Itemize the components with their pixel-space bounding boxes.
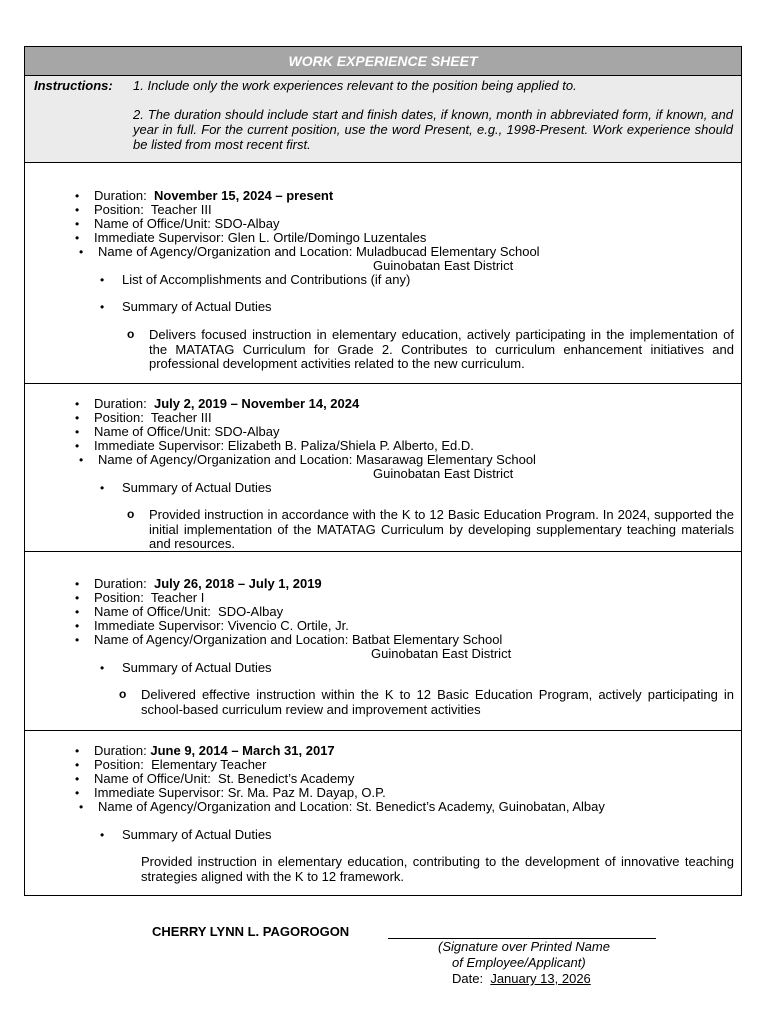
position-value: Teacher III: [150, 202, 212, 217]
office-field: • Name of Office/Unit: SDO-Albay: [94, 217, 279, 231]
office-field: • Name of Office/Unit: St. Benedict’s Academy: [94, 772, 354, 786]
position-value: Teacher III: [150, 410, 212, 425]
office-field: • Name of Office/Unit: SDO-Albay: [94, 605, 283, 619]
experience-entry-2: [25, 384, 741, 552]
position-field: • Position: Teacher III: [94, 411, 212, 425]
duties-heading: • Summary of Actual Duties: [122, 661, 272, 675]
signature-caption-line-1: (Signature over Printed Name: [438, 939, 610, 954]
agency-field: • Name of Agency/Organization and Location: Masarawag Elementary School: [98, 453, 536, 467]
duties-text: Provided instruction in elementary education, contributing to the development of innovative teaching strategies aligned with the K to 12 framework.: [141, 854, 734, 884]
office-value: SDO-Albay: [218, 604, 284, 619]
agency-value: Batbat Elementary School: [352, 632, 503, 647]
duration-field: • Duration: July 26, 2018 – July 1, 2019: [94, 577, 322, 591]
date-line: [452, 971, 591, 986]
supervisor-field: • Immediate Supervisor: Vivencio C. Ortile, Jr.: [94, 619, 349, 633]
instructions-label: Instructions:: [34, 78, 113, 93]
sheet-title: WORK EXPERIENCE SHEET: [25, 47, 741, 76]
duration-field: • Duration: June 9, 2014 – March 31, 2017: [94, 744, 335, 758]
supervisor-value: Sr. Ma. Paz M. Dayap, O.P.: [227, 785, 386, 800]
office-field: • Name of Office/Unit: SDO-Albay: [94, 425, 279, 439]
experience-entry-3: [25, 552, 741, 731]
instructions-box: [25, 76, 741, 163]
supervisor-value: Vivencio C. Ortile, Jr.: [227, 618, 349, 633]
office-value: SDO-Albay: [214, 216, 280, 231]
duties-heading: • Summary of Actual Duties: [122, 300, 272, 314]
supervisor-field: • Immediate Supervisor: Sr. Ma. Paz M. Dayap, O.P.: [94, 786, 386, 800]
supervisor-field: • Immediate Supervisor: Elizabeth B. Paliza/Shiela P. Alberto, Ed.D.: [94, 439, 474, 453]
district-value: Guinobatan East District: [373, 466, 514, 481]
supervisor-value: Glen L. Ortile/Domingo Luzentales: [227, 230, 427, 245]
duties-heading: • Summary of Actual Duties: [122, 828, 272, 842]
duration-value: July 26, 2018 – July 1, 2019: [153, 576, 322, 591]
district-value: Guinobatan East District: [371, 646, 512, 661]
agency-value: St. Benedict’s Academy, Guinobatan, Albay: [356, 799, 605, 814]
agency-field: • Name of Agency/Organization and Location: Batbat Elementary School: [94, 633, 502, 647]
date-value: January 13, 2026: [490, 971, 591, 986]
duties-text: o Delivers focused instruction in elementary education, actively participating in the implementation of the MATATAG Curriculum for Grade 2. Contributes to curriculum enhancement initiatives and professional development activities related to the new curriculum.: [149, 328, 734, 372]
duties-text: o Delivered effective instruction within the K to 12 Basic Education Program, actively participating in school-based curriculum review and improvement activities: [141, 688, 734, 717]
office-value: St. Benedict’s Academy: [218, 771, 355, 786]
position-field: • Position: Teacher III: [94, 203, 212, 217]
signature-caption-line-2: of Employee/Applicant): [452, 955, 586, 970]
position-field: • Position: Elementary Teacher: [94, 758, 266, 772]
agency-field: • Name of Agency/Organization and Location: St. Benedict’s Academy, Guinobatan, Albay: [98, 800, 605, 814]
applicant-name: CHERRY LYNN L. PAGOROGON: [152, 924, 350, 939]
experience-entry-4: [25, 731, 741, 895]
duration-value: July 2, 2019 – November 14, 2024: [153, 396, 360, 411]
instruction-2: 2. The duration should include start and finish dates, if known, month in abbreviated form, if known, and year in full. For the current position, use the word Present, e.g., 1998-Present. Work experience should be listed from most recent first.: [133, 107, 733, 152]
office-value: SDO-Albay: [214, 424, 280, 439]
position-value: Teacher I: [150, 590, 205, 605]
experience-entry-1: [25, 163, 741, 384]
supervisor-field: • Immediate Supervisor: Glen L. Ortile/Domingo Luzentales: [94, 231, 426, 245]
position-field: • Position: Teacher I: [94, 591, 204, 605]
duration-field: • Duration: July 2, 2019 – November 14, 2024: [94, 397, 359, 411]
agency-value: Muladbucad Elementary School: [356, 244, 540, 259]
date-label: Date:: [452, 971, 484, 986]
instruction-1: 1. Include only the work experiences relevant to the position being applied to.: [133, 78, 577, 93]
duties-text: o Provided instruction in accordance with the K to 12 Basic Education Program. In 2024, supported the initial implementation of the MATATAG Curriculum by developing supplementary teaching materials and resources.: [149, 508, 734, 552]
work-experience-sheet: [24, 46, 742, 896]
supervisor-value: Elizabeth B. Paliza/Shiela P. Alberto, Ed.D.: [227, 438, 474, 453]
position-value: Elementary Teacher: [151, 757, 267, 772]
district-value: Guinobatan East District: [373, 258, 514, 273]
duration-field: • Duration: November 15, 2024 – present: [94, 189, 333, 203]
agency-value: Masarawag Elementary School: [356, 452, 536, 467]
duration-value: June 9, 2014 – March 31, 2017: [150, 743, 335, 758]
accomplishments-heading: • List of Accomplishments and Contributions (if any): [122, 273, 410, 287]
agency-field: • Name of Agency/Organization and Location: Muladbucad Elementary School: [98, 245, 540, 259]
duties-heading: • Summary of Actual Duties: [122, 481, 272, 495]
duration-value: November 15, 2024 – present: [153, 188, 334, 203]
